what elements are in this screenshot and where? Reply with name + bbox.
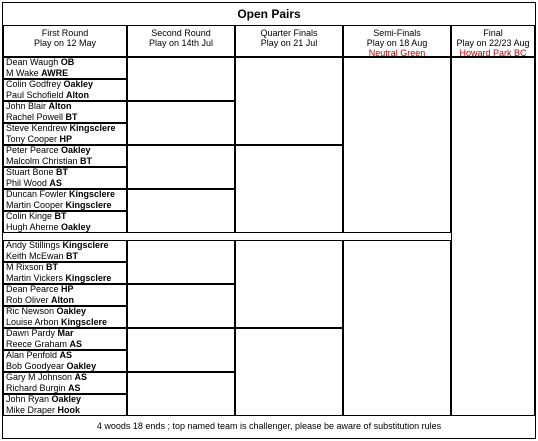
round-header-text xyxy=(127,28,235,48)
player-entry xyxy=(6,361,96,372)
player-club: Kingsclere xyxy=(61,317,108,327)
player-entry xyxy=(6,200,112,211)
player-name: Rob Oliver xyxy=(6,295,52,305)
round-date: Play on 18 Aug xyxy=(366,38,428,48)
player-entry xyxy=(6,57,74,68)
player-entry xyxy=(6,211,67,222)
player-club: Kingsclere xyxy=(65,273,112,283)
player-name: Gary M Johnson xyxy=(6,372,75,382)
round-name: Quarter Finals xyxy=(260,28,318,38)
player-name: Colin Kinge xyxy=(6,211,55,221)
player-entry xyxy=(6,101,72,112)
player-name: Peter Pearce xyxy=(6,145,62,155)
player-name: Andy Stillings xyxy=(6,240,63,250)
player-club: Oakley xyxy=(51,394,82,404)
player-name: Louise Arbon xyxy=(6,317,62,327)
player-club: Oakley xyxy=(61,222,91,232)
player-club: BT xyxy=(46,262,59,272)
player-club: AS xyxy=(68,383,81,393)
round-venue: Howard Park BC xyxy=(459,48,527,58)
round-name: Second Round xyxy=(151,28,211,38)
player-entry xyxy=(6,134,72,145)
footer-note: 4 woods 18 ends ; top named team is challenger, please be aware of substitution rules xyxy=(96,421,442,431)
player-entry xyxy=(6,383,81,394)
player-entry xyxy=(6,178,62,189)
player-entry xyxy=(6,156,92,167)
semi-final-slot xyxy=(343,240,451,416)
player-name: Martin Cooper xyxy=(6,200,66,210)
player-club: Mar xyxy=(57,328,74,338)
player-name: M Wake xyxy=(6,68,42,78)
second-round-slot xyxy=(127,101,235,145)
player-entry xyxy=(6,189,115,200)
round-header-text xyxy=(451,28,535,58)
player-club: BT xyxy=(80,156,93,166)
player-name: Malcolm Christian xyxy=(6,156,81,166)
player-entry xyxy=(6,284,74,295)
second-round-slot xyxy=(127,57,235,101)
player-name: Paul Schofield xyxy=(6,90,67,100)
player-name: M Rixson xyxy=(6,262,47,272)
player-entry xyxy=(6,145,91,156)
player-name: Bob Goodyear xyxy=(6,361,67,371)
round-date: Play on 12 May xyxy=(33,38,97,48)
player-entry xyxy=(6,167,68,178)
player-entry xyxy=(6,79,93,90)
player-club: Kingsclere xyxy=(62,240,109,250)
player-name: Martin Vickers xyxy=(6,273,66,283)
player-club: HP xyxy=(59,134,73,144)
player-entry xyxy=(6,306,86,317)
round-header-text xyxy=(3,28,127,48)
player-entry xyxy=(6,273,111,284)
player-entry xyxy=(6,222,91,233)
player-club: AWRE xyxy=(41,68,69,78)
player-club: Alton xyxy=(51,295,75,305)
player-club: AS xyxy=(59,350,73,360)
player-name: John Blair xyxy=(6,101,49,111)
player-club: AS xyxy=(74,372,88,382)
round-venue: Neutral Green xyxy=(368,48,426,58)
player-entry xyxy=(6,240,109,251)
player-name: John Ryan xyxy=(6,394,52,404)
player-name: Stuart Bone xyxy=(6,167,57,177)
player-club: BT xyxy=(65,112,78,122)
page-title: Open Pairs xyxy=(237,7,301,21)
player-entry xyxy=(6,405,80,416)
player-club: Oakley xyxy=(66,361,97,371)
round-name: Semi-Finals xyxy=(373,28,421,38)
player-club: Alton xyxy=(66,90,90,100)
second-round-slot xyxy=(127,372,235,416)
player-name: Tony Cooper xyxy=(6,134,60,144)
player-club: Hook xyxy=(57,405,81,415)
player-entry xyxy=(6,262,58,273)
player-name: Hugh Aherne xyxy=(6,222,62,232)
round-header-text xyxy=(343,28,451,58)
player-entry xyxy=(6,394,81,405)
player-entry xyxy=(6,90,89,101)
player-name: Colin Godfrey xyxy=(6,79,64,89)
second-round-slot xyxy=(127,189,235,233)
player-club: BT xyxy=(54,211,67,221)
player-entry xyxy=(6,328,74,339)
player-entry xyxy=(6,123,116,134)
player-name: Mike Draper xyxy=(6,405,58,415)
second-round-slot xyxy=(127,284,235,328)
player-club: Kingsclere xyxy=(69,123,116,133)
player-entry xyxy=(6,350,72,361)
player-entry xyxy=(6,112,78,123)
player-entry xyxy=(6,295,74,306)
player-club: AS xyxy=(49,178,62,188)
player-name: Ric Newson xyxy=(6,306,57,316)
round-header-text xyxy=(235,28,343,48)
quarter-final-slot xyxy=(235,240,343,328)
player-name: Alan Penfold xyxy=(6,350,60,360)
round-date: Play on 21 Jul xyxy=(260,38,318,48)
player-name: Reece Graham xyxy=(6,339,70,349)
player-name: Dawn Pardy xyxy=(6,328,58,338)
second-round-slot xyxy=(127,240,235,284)
player-entry xyxy=(6,372,87,383)
player-club: OB xyxy=(60,57,75,67)
semi-final-slot xyxy=(343,57,451,233)
player-name: Dean Pearce xyxy=(6,284,62,294)
quarter-final-slot xyxy=(235,328,343,416)
player-club: Oakley xyxy=(56,306,87,316)
player-club: BT xyxy=(56,167,69,177)
player-club: Alton xyxy=(48,101,72,111)
player-club: AS xyxy=(69,339,83,349)
quarter-final-slot xyxy=(235,145,343,233)
round-date: Play on 14th Jul xyxy=(148,38,214,48)
player-entry xyxy=(6,339,82,350)
player-club: HP xyxy=(61,284,74,294)
round-name: First Round xyxy=(41,28,89,38)
player-entry xyxy=(6,317,107,328)
player-name: Steve Kendrew xyxy=(6,123,70,133)
player-name: Phil Wood xyxy=(6,178,50,188)
player-entry xyxy=(6,68,68,79)
player-name: Duncan Fowler xyxy=(6,189,70,199)
round-name: Final xyxy=(483,28,503,38)
player-name: Dean Waugh xyxy=(6,57,61,67)
player-name: Keith McEwan xyxy=(6,251,67,261)
player-club: Kingsclere xyxy=(69,189,116,199)
final-slot xyxy=(451,57,535,416)
player-club: BT xyxy=(66,251,79,261)
second-round-slot xyxy=(127,145,235,189)
quarter-final-slot xyxy=(235,57,343,145)
second-round-slot xyxy=(127,328,235,372)
player-club: Oakley xyxy=(61,145,91,155)
player-name: Rachel Powell xyxy=(6,112,66,122)
player-entry xyxy=(6,251,78,262)
player-name: Richard Burgin xyxy=(6,383,69,393)
player-club: Oakley xyxy=(63,79,94,89)
player-club: Kingsclere xyxy=(65,200,112,210)
round-date: Play on 22/23 Aug xyxy=(456,38,530,48)
